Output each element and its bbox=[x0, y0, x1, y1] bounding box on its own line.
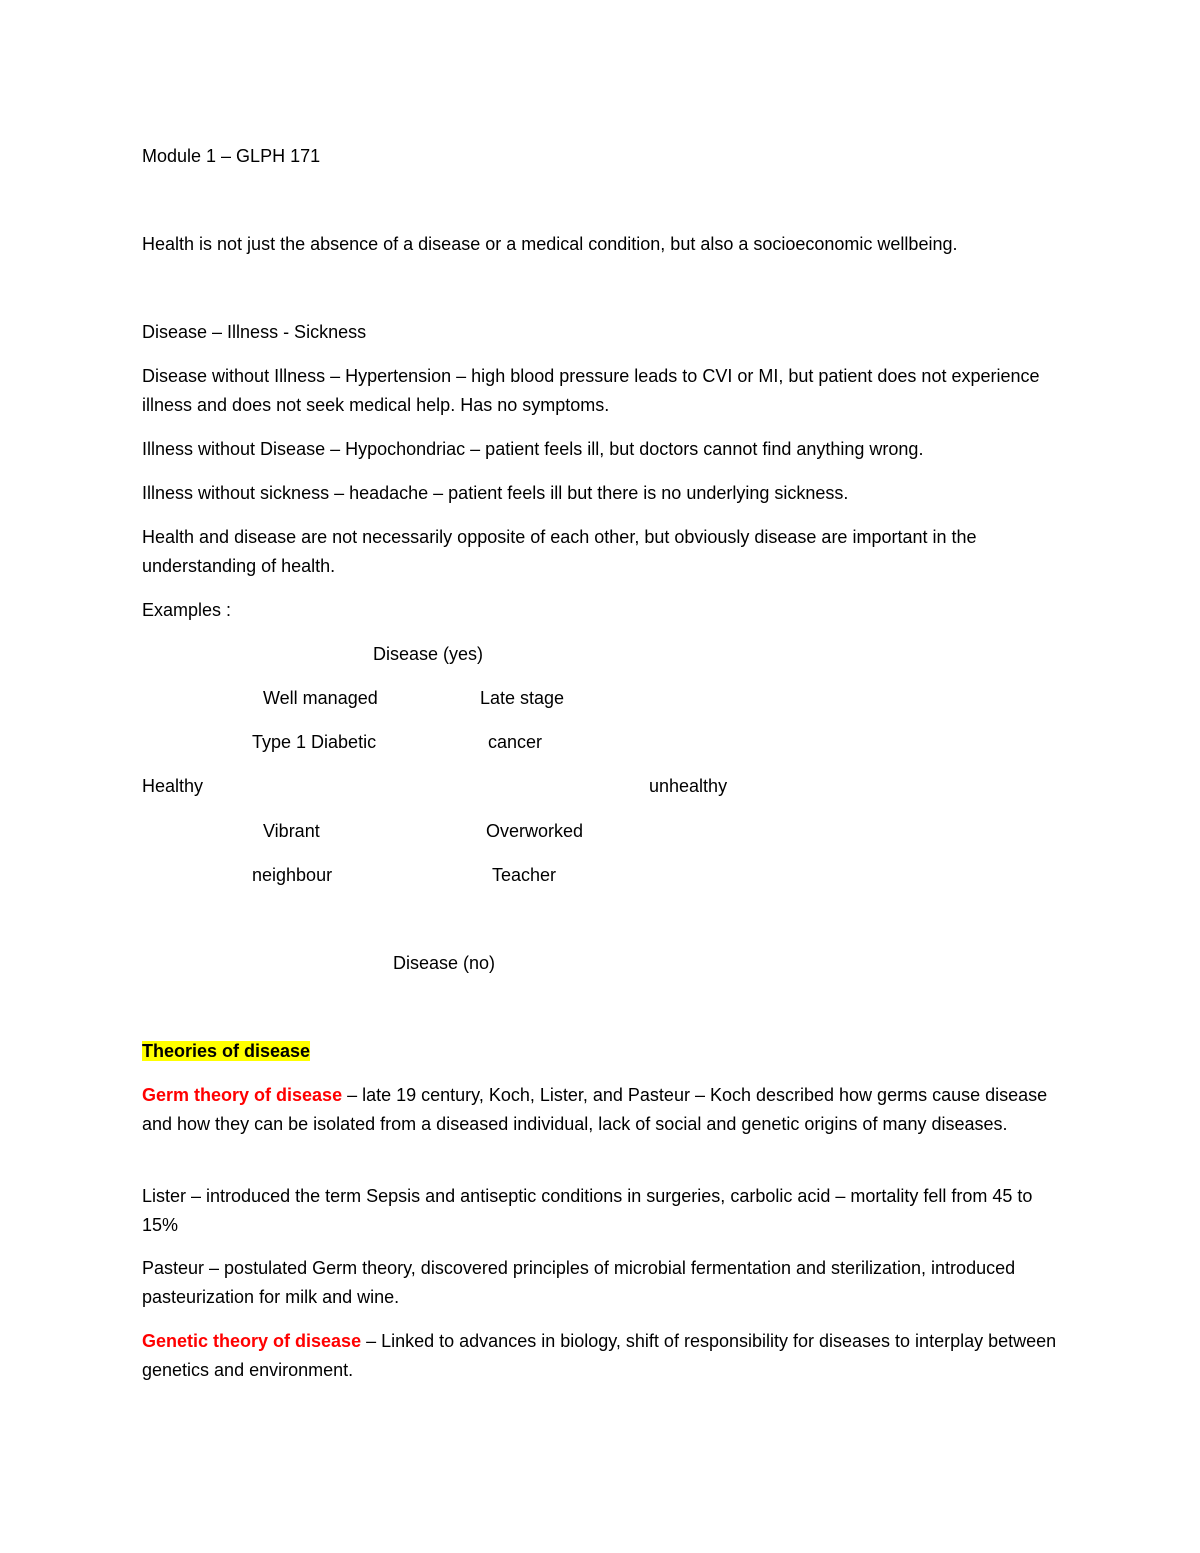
genetic-theory-term: Genetic theory of disease bbox=[142, 1331, 362, 1351]
disease-without-illness: Disease without Illness – Hypertension – high blood pressure leads to CVI or MI, but patient does not experience illness and does not seek medical help. Has no symptoms. bbox=[142, 366, 1040, 415]
theories-heading: Theories of disease bbox=[142, 1041, 311, 1061]
theories-heading-line bbox=[142, 1037, 310, 1065]
health-and-disease: Health and disease are not necessarily opposite of each other, but obviously disease are important in the understanding of health. bbox=[142, 527, 977, 576]
well-managed-label: Well managed bbox=[263, 688, 378, 708]
disease-illness-sickness: Disease – Illness - Sickness bbox=[142, 322, 367, 342]
illness-without-disease: Illness without Disease – Hypochondriac – patient feels ill, but doctors cannot find anything wrong. bbox=[142, 439, 924, 459]
germ-theory-text: – late 19 century, Koch, Lister, and Pasteur – Koch described how germs cause disease and how they can be isolated from a diseased individual, lack of social and genetic origins of many diseases. bbox=[142, 1085, 1048, 1134]
late-stage-label: Late stage bbox=[480, 688, 565, 708]
examples-label: Examples : bbox=[142, 600, 232, 620]
illness-without-sickness: Illness without sickness – headache – patient feels ill but there is no underlying sickness. bbox=[142, 483, 849, 503]
genetic-theory-text: – Linked to advances in biology, shift of responsibility for diseases to interplay between genetics and environment. bbox=[142, 1331, 1057, 1380]
teacher-label: Teacher bbox=[492, 865, 557, 885]
unhealthy-label: unhealthy bbox=[649, 776, 728, 796]
genetic-theory-paragraph bbox=[142, 1327, 1072, 1384]
healthy-label: Healthy bbox=[142, 776, 204, 796]
lister-paragraph: Lister – introduced the term Sepsis and antiseptic conditions in surgeries, carbolic acid – mortality fell from 45 to 15% bbox=[142, 1186, 1033, 1235]
type1-diabetic-label: Type 1 Diabetic bbox=[252, 732, 377, 752]
overworked-label: Overworked bbox=[486, 821, 584, 841]
germ-theory-term: Germ theory of disease bbox=[142, 1085, 343, 1105]
neighbour-label: neighbour bbox=[252, 865, 333, 885]
document-title: Module 1 – GLPH 171 bbox=[142, 146, 321, 166]
health-definition: Health is not just the absence of a disease or a medical condition, but also a socioeconomic wellbeing. bbox=[142, 234, 958, 254]
vibrant-label: Vibrant bbox=[263, 821, 320, 841]
pasteur-paragraph: Pasteur – postulated Germ theory, discovered principles of microbial fermentation and sterilization, introduced pasteurization for milk and wine. bbox=[142, 1258, 1016, 1307]
disease-yes-label: Disease (yes) bbox=[373, 644, 484, 664]
disease-no-label: Disease (no) bbox=[393, 953, 496, 973]
germ-theory-paragraph bbox=[142, 1081, 1072, 1138]
cancer-label: cancer bbox=[488, 732, 543, 752]
